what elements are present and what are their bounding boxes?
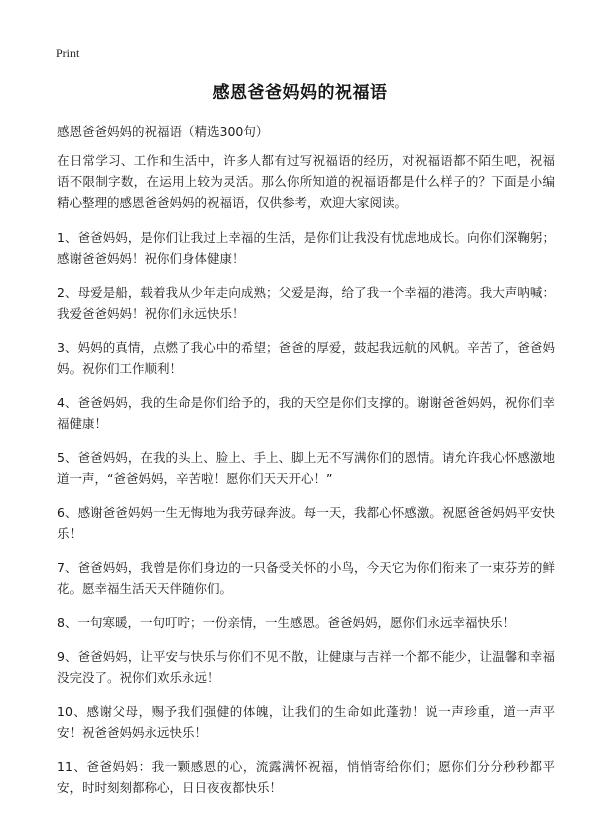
blessing-item-11: 11、爸爸妈妈：我一颗感恩的心，流露满怀祝福，悄悄寄给你们；愿你们分分秒秒都平安，时时刻刻都称心，日日夜夜都快乐！ bbox=[57, 759, 555, 795]
blessing-item-10: 10、感谢父母，赐予我们强健的体魄，让我们的生命如此蓬勃！说一声珍重，道一声平安！祝爸爸妈妈永远快乐！ bbox=[57, 704, 555, 740]
intro-paragraph: 在日常学习、工作和生活中，许多人都有过写祝福语的经历，对祝福语都不陌生吧，祝福语不限制字数，在运用上较为灵活。那么你所知道的祝福语都是什么样子的？下面是小编精心整理的感恩爸爸妈妈的祝福语，仅供参考，欢迎大家阅读。 bbox=[57, 153, 555, 210]
blessing-item-6: 6、感谢爸爸妈妈一生无悔地为我劳碌奔波。每一天，我都心怀感激。祝愿爸爸妈妈平安快乐！ bbox=[57, 505, 555, 541]
blessing-item-7: 7、爸爸妈妈，我曾是你们身边的一只备受关怀的小鸟，今天它为你们衔来了一束芬芳的鲜花。愿幸福生活天天伴随你们。 bbox=[57, 560, 555, 596]
blessing-item-4: 4、爸爸妈妈，我的生命是你们给予的，我的天空是你们支撑的。谢谢爸爸妈妈，祝你们幸福健康！ bbox=[57, 395, 555, 431]
page-title: 感恩爸爸妈妈的祝福语 bbox=[212, 83, 388, 103]
blessing-item-1: 1、爸爸妈妈，是你们让我过上幸福的生活，是你们让我没有忧虑地成长。向你们深鞠躬；感谢爸爸妈妈！祝你们身体健康！ bbox=[57, 230, 555, 266]
article-subtitle: 感恩爸爸妈妈的祝福语（精选300句） bbox=[57, 124, 269, 139]
article-body bbox=[57, 150, 555, 811]
blessing-item-5: 5、爸爸妈妈，在我的头上、脸上、手上、脚上无不写满你们的恩情。请允许我心怀感激地道一声，“爸爸妈妈，辛苦啦！愿你们天天开心！” bbox=[57, 450, 555, 486]
blessing-item-2: 2、母爱是船，载着我从少年走向成熟；父爱是海，给了我一个幸福的港湾。我大声呐喊：我爱爸爸妈妈！祝你们永远快乐！ bbox=[57, 285, 555, 321]
print-link[interactable]: Print bbox=[56, 46, 80, 60]
blessing-item-8: 8、一句寒暖，一句叮咛；一份亲情，一生感恩。爸爸妈妈，愿你们永远幸福快乐！ bbox=[57, 615, 515, 630]
blessing-item-9: 9、爸爸妈妈，让平安与快乐与你们不见不散，让健康与吉祥一个都不能少，让温馨和幸福没完没了。祝你们欢乐永远！ bbox=[57, 649, 555, 685]
blessing-item-3: 3、妈妈的真情，点燃了我心中的希望；爸爸的厚爱，鼓起我远航的风帆。辛苦了，爸爸妈妈。祝你们工作顺利！ bbox=[57, 340, 555, 376]
